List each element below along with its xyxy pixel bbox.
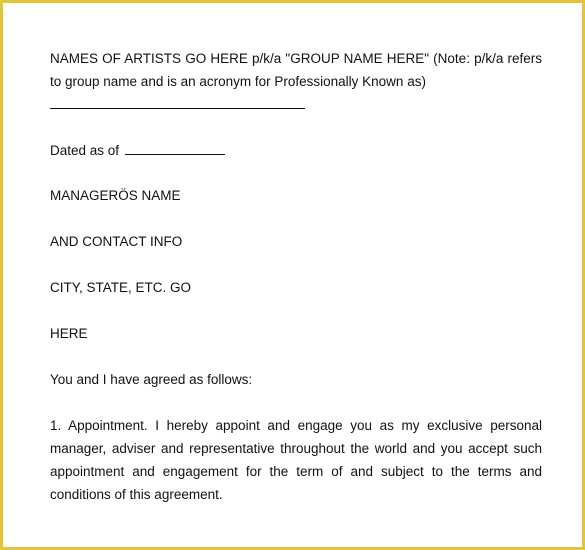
agreement-intro: You and I have agreed as follows: bbox=[50, 372, 253, 387]
contact-info: AND CONTACT INFO bbox=[50, 234, 183, 249]
heading-text: NAMES OF ARTISTS GO HERE p/k/a "GROUP NAME HERE" (Note: p/k/a refers to group name and is an acronym for Professionally Known as) bbox=[50, 51, 542, 89]
appointment-paragraph: 1. Appointment. I hereby appoint and engage you as my exclusive personal manager, adviser and representative throughout the world and you accept such appointment and engagement for the term of and subject to the terms and conditions of this agreement. bbox=[50, 418, 542, 502]
dated-label: Dated as of bbox=[50, 143, 120, 158]
heading-paragraph bbox=[50, 47, 542, 116]
dated-line bbox=[50, 142, 542, 158]
here-line: HERE bbox=[50, 326, 88, 341]
artist-name-blank-line bbox=[50, 96, 305, 109]
manager-name: MANAGERÖS NAME bbox=[50, 188, 181, 203]
date-blank-line bbox=[125, 142, 225, 155]
city-state-line: CITY, STATE, ETC. GO bbox=[50, 280, 192, 295]
